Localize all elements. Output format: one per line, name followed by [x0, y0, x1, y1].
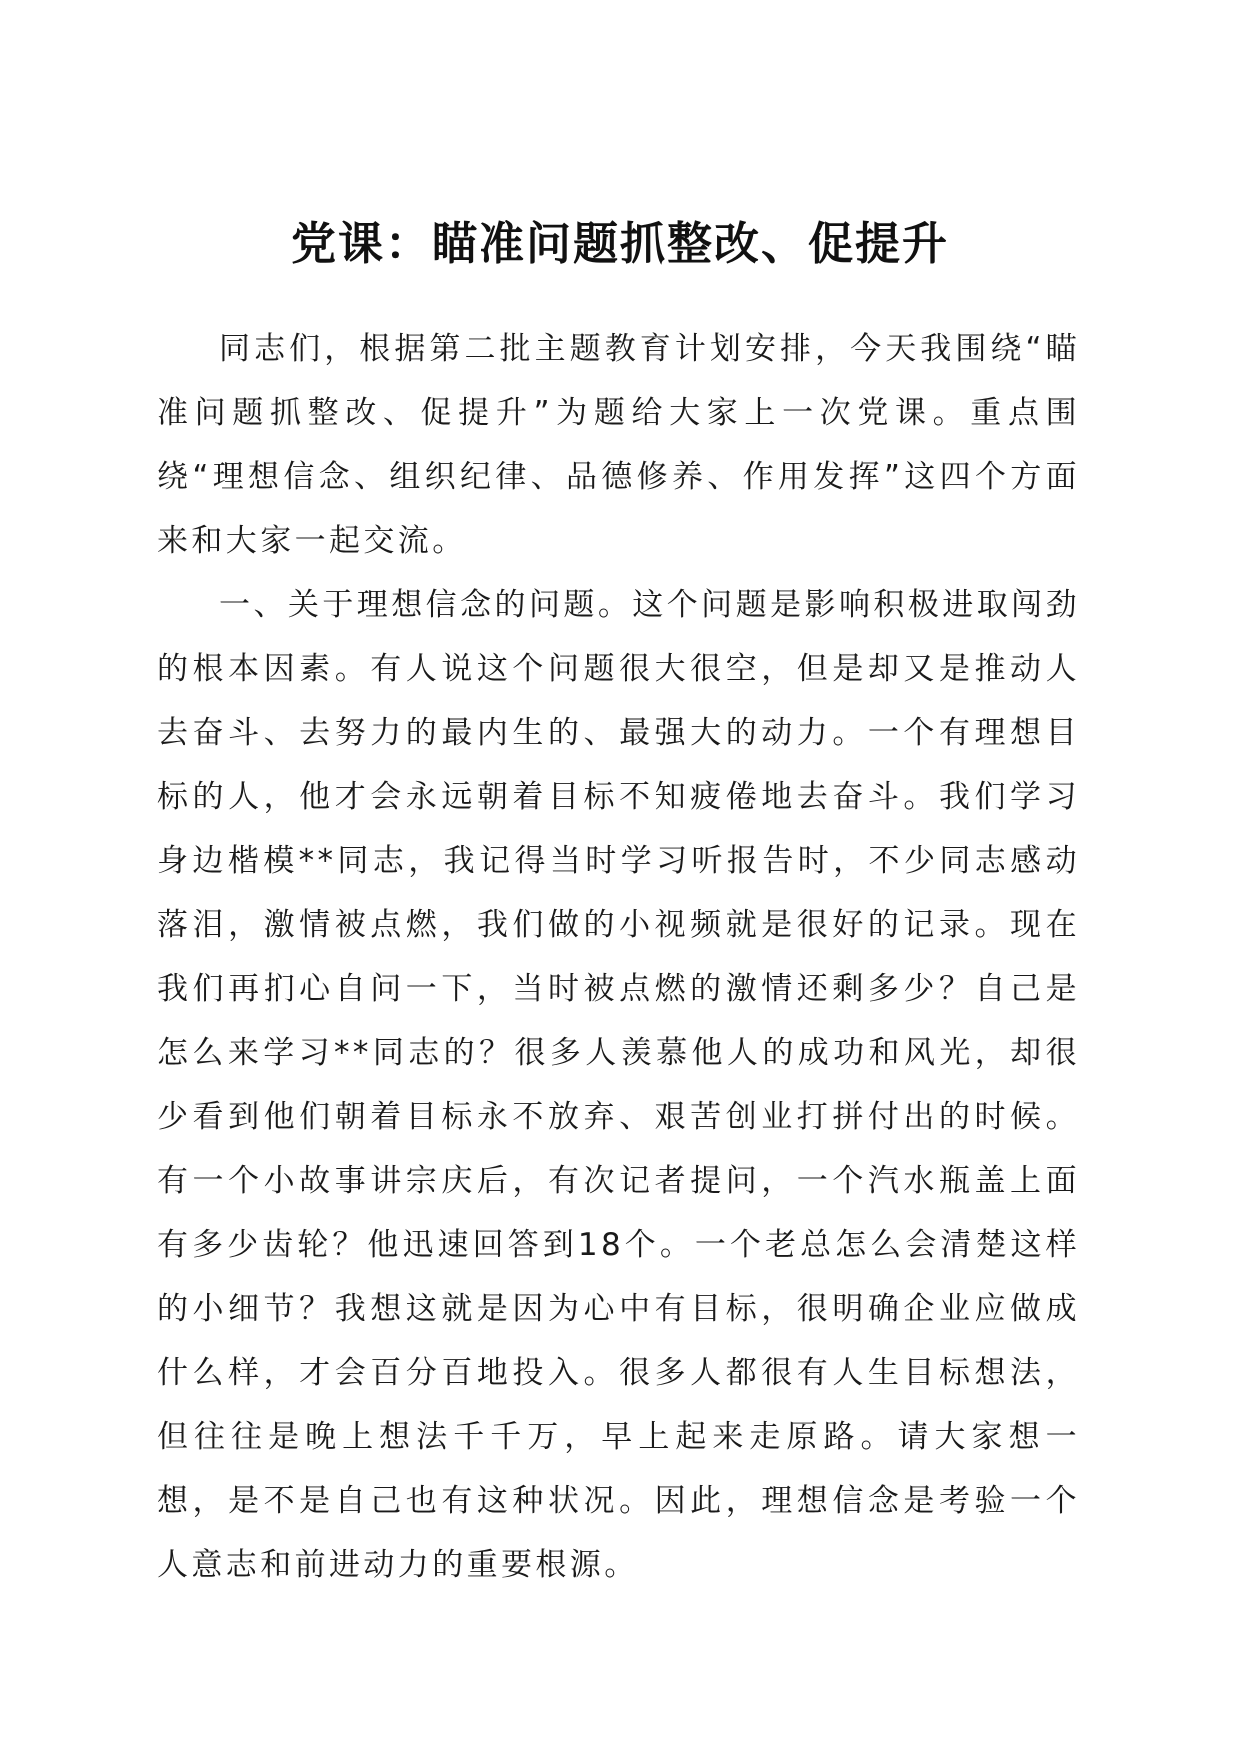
paragraph-intro: 同志们，根据第二批主题教育计划安排，今天我围绕“瞄准问题抓整改、促提升”为题给大家上一次党课。重点围绕“理想信念、组织纪律、品德修养、作用发挥”这四个方面来和大家一起交流。 — [157, 331, 1080, 559]
document-body — [157, 317, 1080, 1597]
paragraph-ideals-section: 一、关于理想信念的问题。这个问题是影响积极进取闯劲的根本因素。有人说这个问题很大很空，但是却又是推动人去奋斗、去努力的最内生的、最强大的动力。一个有理想目标的人，他才会永远朝着目标不知疲倦地去奋斗。我们学习身边楷模**同志，我记得当时学习听报告时，不少同志感动落泪，激情被点燃，我们做的小视频就是很好的记录。现在我们再扪心自问一下，当时被点燃的激情还剩多少？自己是怎么来学习**同志的？很多人羡慕他人的成功和风光，却很少看到他们朝着目标永不放弃、艰苦创业打拼付出的时候。有一个小故事讲宗庆后，有次记者提问，一个汽水瓶盖上面有多少齿轮？他迅速回答到18个。一个老总怎么会清楚这样的小细节？我想这就是因为心中有目标，很明确企业应做成什么样，才会百分百地投入。很多人都很有人生目标想法，但往往是晚上想法千千万，早上起来走原路。请大家想一想，是不是自己也有这种状况。因此，理想信念是考验一个人意志和前进动力的重要根源。 — [157, 587, 1080, 1583]
document-title: 党课：瞄准问题抓整改、促提升 — [290, 217, 949, 270]
